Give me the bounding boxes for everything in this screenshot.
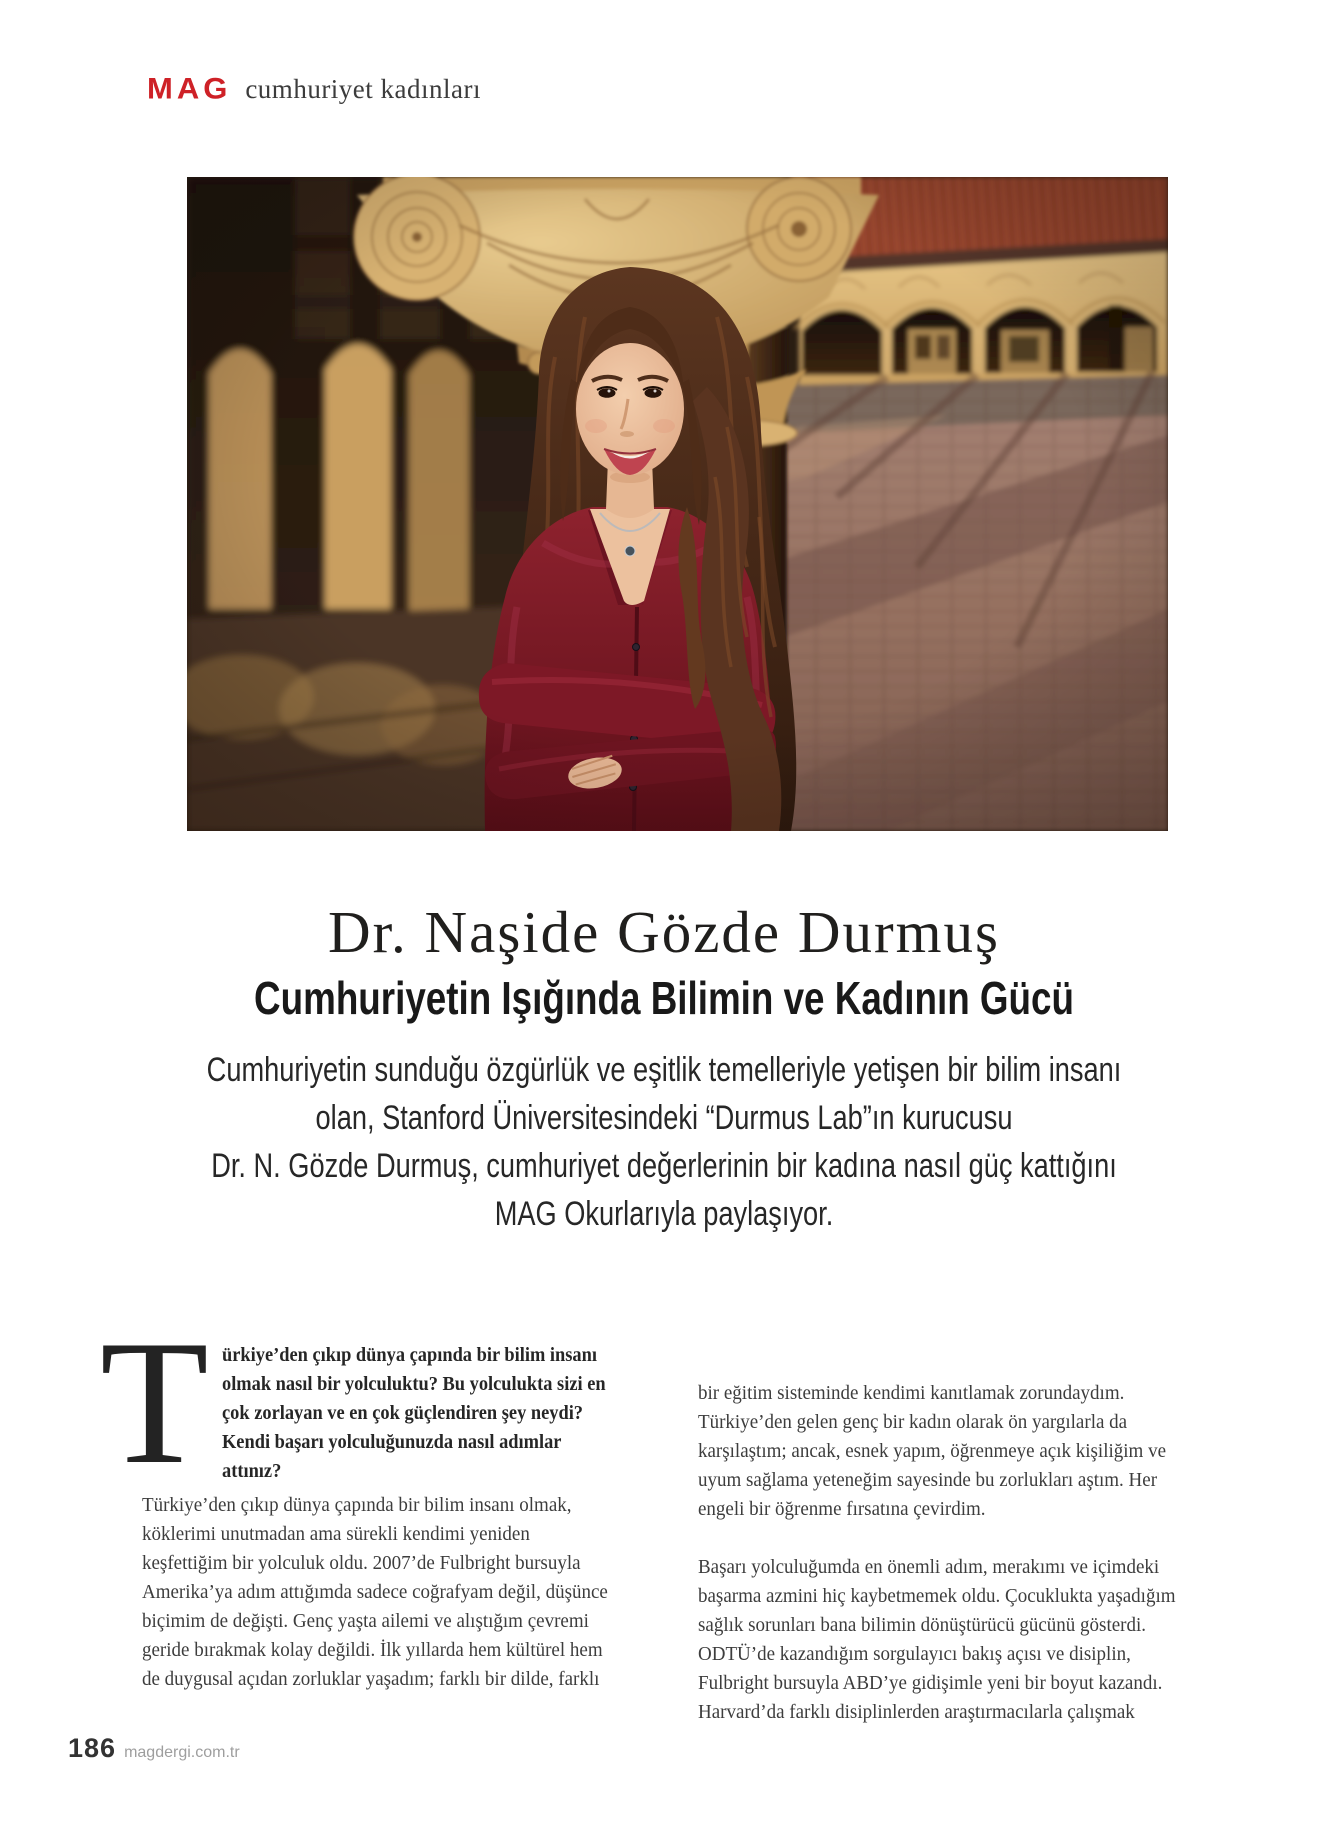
text-line: sağlık sorunları bana bilimin dönüştürücü gücünü gösterdi.: [698, 1614, 1147, 1636]
text-line: biçimim de değişti. Genç yaşta ailemi ve alıştığım çevremi: [142, 1610, 589, 1632]
lead-line: Dr. N. Gözde Durmuş, cumhuriyet değerlerinin bir kadına nasıl güç kattığını: [211, 1147, 1117, 1185]
text-line: Başarı yolculuğumda en önemli adım, merakımı ve içimdeki: [698, 1556, 1160, 1578]
article-column-right: [698, 1379, 1268, 1727]
lead-line: olan, Stanford Üniversitesindeki “Durmus Lab”ın kurucusu: [315, 1099, 1013, 1137]
answer-paragraph-left: [142, 1491, 647, 1694]
text-line: ürkiye’den çıkıp dünya çapında bir bilim insanı: [222, 1344, 597, 1366]
answer-paragraph-right-2: [698, 1553, 1268, 1727]
text-line: karşılaştım; ancak, esnek yapım, öğrenmeye açık kişiliğim ve: [698, 1440, 1167, 1462]
text-line: olmak nasıl bir yolculuktu? Bu yolculukta sizi en: [222, 1373, 606, 1395]
text-line: çok zorlayan ve en çok güçlendiren şey neydi?: [222, 1402, 584, 1424]
page-footer: [68, 1733, 240, 1764]
lead-line: Cumhuriyetin sunduğu özgürlük ve eşitlik temelleriyle yetişen bir bilim insanı: [206, 1051, 1122, 1089]
section-title: cumhuriyet kadınları: [245, 74, 482, 104]
text-line: köklerimi unutmadan ama sürekli kendimi yeniden: [142, 1523, 530, 1545]
portrait-photo-art: [187, 177, 1168, 831]
page-header: [147, 70, 481, 106]
portrait-photo: [187, 177, 1168, 831]
text-line: Türkiye’den çıkıp dünya çapında bir bilim insanı olmak,: [142, 1494, 572, 1516]
text-line: attınız?: [222, 1460, 282, 1482]
text-line: Kendi başarı yolculuğunuzda nasıl adımlar: [222, 1431, 562, 1453]
interview-question: [222, 1341, 647, 1486]
text-line: başarma azmini hiç kaybetmemek oldu. Çocuklukta yaşadığım: [698, 1585, 1176, 1607]
article-title: Dr. Naşide Gözde Durmuş: [328, 899, 1000, 965]
text-line: bir eğitim sisteminde kendimi kanıtlamak zorundaydım.: [698, 1382, 1125, 1404]
site-url: magdergi.com.tr: [124, 1744, 240, 1761]
dropcap: T: [100, 1303, 209, 1501]
hero-block: [0, 901, 1328, 1238]
vignette-overlay: [187, 177, 1168, 831]
text-line: geride bırakmak kolay değildi. İlk yıllarda hem kültürel hem: [142, 1639, 603, 1661]
text-line: ODTÜ’de kazandığım sorgulayıcı bakış açısı ve disiplin,: [698, 1643, 1131, 1665]
lead-line: MAG Okurlarıyla paylaşıyor.: [494, 1195, 834, 1233]
text-line: uyum sağlama yeteneğim sayesinde bu zorlukları aştım. Her: [698, 1469, 1158, 1491]
text-line: keşfettiğim bir yolculuk oldu. 2007’de Fulbright bursuyla: [142, 1552, 581, 1574]
text-line: Amerika’ya adım attığımda sadece coğrafyam değil, düşünce: [142, 1581, 608, 1603]
text-line: engeli bir öğrenme fırsatına çevirdim.: [698, 1498, 986, 1520]
mag-logo: MAG: [147, 71, 232, 106]
text-line: Fulbright bursuyla ABD’ye gidişimle yeni bir boyut kazandı.: [698, 1672, 1163, 1694]
article-lead: [0, 1046, 1328, 1238]
text-line: Türkiye’den gelen genç bir kadın olarak ön yargılarla da: [698, 1411, 1128, 1433]
page-number: 186: [68, 1733, 117, 1763]
text-line: Harvard’da farklı disiplinlerden araştırmacılarla çalışmak: [698, 1701, 1135, 1723]
article-subtitle: Cumhuriyetin Işığında Bilimin ve Kadının Gücü: [254, 972, 1074, 1024]
article-column-left: [100, 1303, 647, 1694]
text-line: de duygusal açıdan zorluklar yaşadım; farklı bir dilde, farklı: [142, 1668, 600, 1690]
answer-paragraph-right-1: [698, 1379, 1268, 1524]
